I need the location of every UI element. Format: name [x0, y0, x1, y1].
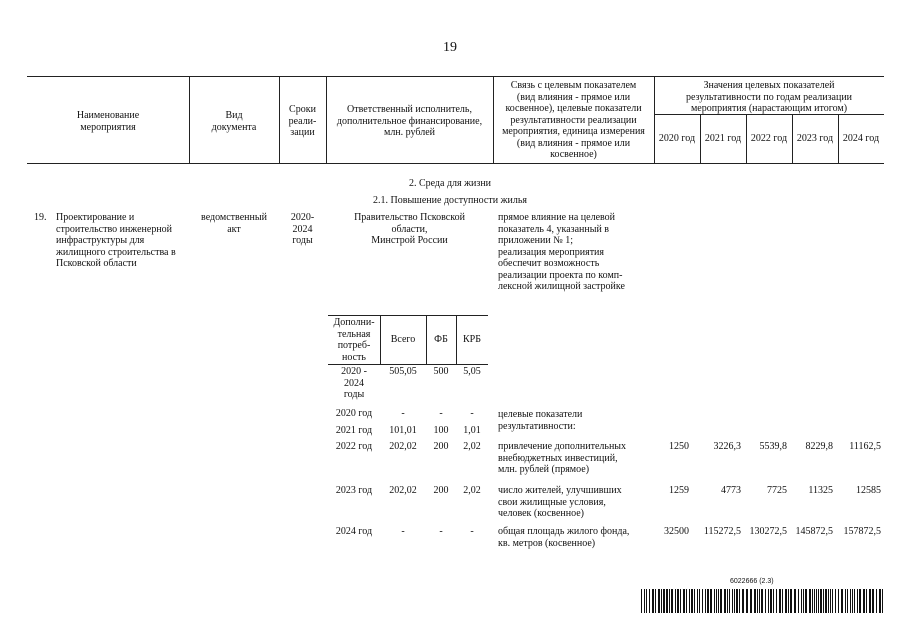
- item-executor: Правительство Псковской области, Минстрой России: [354, 212, 465, 246]
- finance-row-total: 101,01: [389, 425, 417, 436]
- finance-row-krb: 2,02: [463, 441, 481, 452]
- finance-header-need: Дополни- тельная потреб- ность: [333, 317, 375, 363]
- finance-row-period: 2023 год: [335, 485, 373, 496]
- indicator-value: 4773: [721, 485, 741, 496]
- barcode: [641, 589, 885, 613]
- indicator-name: общая площадь жилого фонда, кв. метров (косвенное): [498, 526, 630, 549]
- year-header-2024: 2024 год: [842, 133, 880, 144]
- finance-row-period: 2021 год: [335, 425, 373, 436]
- finance-top-border: [328, 315, 488, 316]
- finance-row-total: 505,05: [389, 366, 417, 377]
- finance-row-period: 2020 год: [335, 408, 373, 419]
- finance-row-krb: -: [470, 408, 474, 419]
- header-link: Связь с целевым показателем (вид влияния - прямое или косвенное), целевые показатели результативности реализации мероприятия, единица измерения (вид влияния - прямое или косвенное): [502, 80, 645, 160]
- indicator-value: 115272,5: [703, 526, 741, 537]
- indicator-value: 1259: [669, 485, 689, 496]
- indicator-value: 157872,5: [843, 526, 881, 537]
- indicator-value: 5539,8: [759, 441, 787, 452]
- section-title: 2. Среда для жизни: [408, 178, 492, 189]
- finance-header-total: Всего: [390, 334, 416, 345]
- item-number: 19.: [34, 212, 47, 223]
- page-number: 19: [443, 40, 457, 55]
- indicator-name: число жителей, улучшивших свои жилищные условия, человек (косвенное): [498, 485, 622, 519]
- header-executor: Ответственный исполнитель, дополнительное финансирование, млн. рублей: [336, 104, 483, 138]
- indicator-value: 32500: [664, 526, 689, 537]
- indicator-value: 145872,5: [795, 526, 833, 537]
- finance-header-krb: КРБ: [463, 334, 481, 345]
- header-bottom-border: [27, 163, 884, 164]
- finance-row-period: 2020 - 2024 годы: [341, 366, 367, 400]
- year-header-2020: 2020 год: [658, 133, 696, 144]
- item-link: прямое влияние на целевой показатель 4, указанный в приложении № 1; реализация мероприятия обеспечит возможность реализации проекта по комп- лексной жилищной застройке: [498, 212, 625, 292]
- year-header-2021: 2021 год: [704, 133, 742, 144]
- finance-row-krb: 5,05: [463, 366, 481, 377]
- indicators-intro: целевые показатели результативности:: [498, 409, 583, 432]
- indicator-value: 12585: [856, 485, 881, 496]
- indicator-value: 3226,3: [713, 441, 741, 452]
- finance-row-total: -: [401, 526, 405, 537]
- finance-row-fb: -: [439, 408, 443, 419]
- barcode-label: 6022666 (2.3): [730, 578, 774, 585]
- finance-row-total: 202,02: [389, 441, 417, 452]
- indicator-value: 8229,8: [805, 441, 833, 452]
- year-header-2023: 2023 год: [796, 133, 834, 144]
- finance-row-krb: 2,02: [463, 485, 481, 496]
- finance-row-fb: 100: [433, 425, 449, 436]
- finance-row-fb: 500: [433, 366, 449, 377]
- finance-row-period: 2022 год: [335, 441, 373, 452]
- header-name: Наименование мероприятия: [76, 110, 140, 133]
- finance-row-total: 202,02: [389, 485, 417, 496]
- finance-row-fb: 200: [433, 485, 449, 496]
- indicator-value: 11162,5: [849, 441, 881, 452]
- indicator-value: 7725: [767, 485, 787, 496]
- subsection-title: 2.1. Повышение доступности жилья: [373, 195, 527, 206]
- indicator-value: 11325: [808, 485, 833, 496]
- finance-header-border: [328, 364, 488, 365]
- indicator-value: 1250: [669, 441, 689, 452]
- item-terms: 2020- 2024 годы: [290, 212, 315, 246]
- finance-row-fb: -: [439, 526, 443, 537]
- header-top-border: [27, 76, 884, 77]
- finance-row-krb: -: [470, 526, 474, 537]
- header-targets: Значения целевых показателей результативности по годам реализации мероприятия (нарастающим итогом): [685, 80, 853, 114]
- year-header-2022: 2022 год: [750, 133, 788, 144]
- finance-row-period: 2024 год: [335, 526, 373, 537]
- item-name: Проектирование и строительство инженерной инфраструктуры для жилищного строительства в Псковской области: [56, 212, 176, 269]
- indicator-name: привлечение дополнительных внебюджетных инвестиций, млн. рублей (прямое): [498, 441, 627, 475]
- item-doc-type: ведомственный акт: [201, 212, 267, 235]
- header-terms: Сроки реали- зации: [288, 104, 317, 138]
- indicator-value: 130272,5: [749, 526, 787, 537]
- finance-row-krb: 1,01: [463, 425, 481, 436]
- header-doc-type: Вид документа: [211, 110, 257, 133]
- finance-row-total: -: [401, 408, 405, 419]
- finance-row-fb: 200: [433, 441, 449, 452]
- finance-header-fb: ФБ: [434, 334, 448, 345]
